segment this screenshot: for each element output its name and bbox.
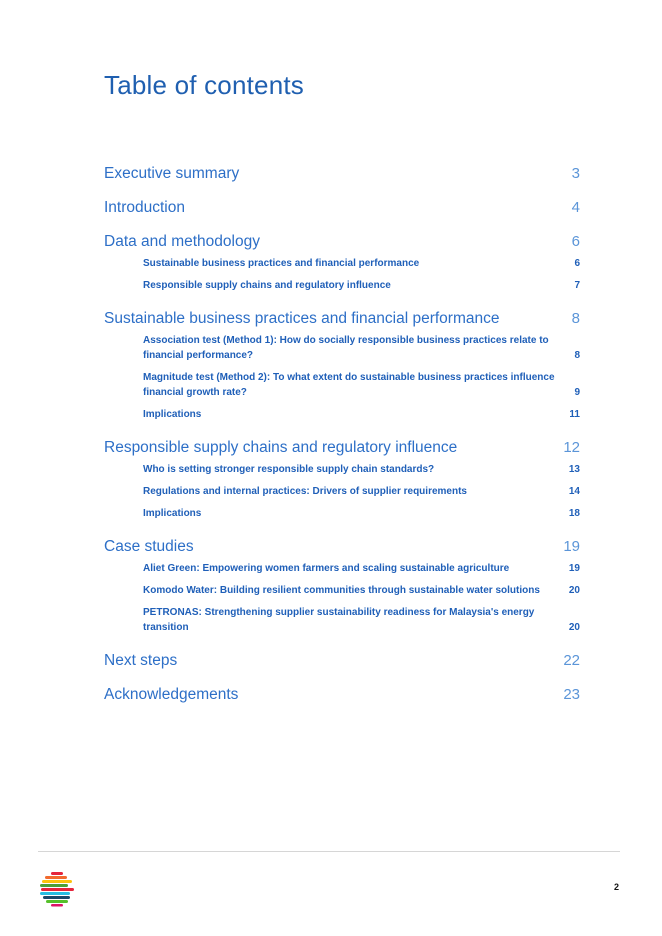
toc-subentry-label: Sustainable business practices and financial performance — [143, 258, 420, 269]
table-of-contents — [104, 162, 580, 717]
toc-subentry-label: PETRONAS: Strengthening supplier sustainability readiness for Malaysia's energy transition — [143, 607, 535, 633]
toc-entry-page: 23 — [563, 686, 580, 703]
toc-subentry[interactable] — [104, 278, 580, 293]
toc-subentry-page: 20 — [568, 622, 580, 633]
toc-subentry-label: Magnitude test (Method 2): To what extent do sustainable business practices influence financial growth rate? — [143, 372, 555, 398]
toc-entry-label: Acknowledgements — [104, 686, 239, 703]
page-number: 2 — [614, 882, 620, 892]
toc-subentry-page: 8 — [574, 350, 580, 361]
toc-entry-label: Next steps — [104, 652, 178, 669]
toc-subentry-label: Implications — [143, 409, 202, 420]
toc-entry-page: 8 — [571, 310, 580, 327]
toc-subentry[interactable] — [104, 561, 580, 576]
toc-subentry[interactable] — [104, 370, 580, 400]
toc-subentry[interactable] — [104, 484, 580, 499]
toc-entry-supply-chains[interactable] — [104, 436, 580, 460]
toc-subentry-page: 11 — [569, 409, 580, 420]
toc-entry-page: 6 — [571, 233, 580, 250]
toc-entry-label: Data and methodology — [104, 233, 260, 250]
toc-entry-case-studies[interactable] — [104, 535, 580, 559]
toc-subentry-label: Association test (Method 1): How do socially responsible business practices relate to financial performance? — [143, 335, 549, 361]
toc-entry-data-and-methodology[interactable] — [104, 230, 580, 254]
toc-subentry-page: 6 — [574, 258, 580, 269]
toc-entry-page: 22 — [563, 652, 580, 669]
toc-entry-label: Sustainable business practices and financial performance — [104, 310, 500, 327]
toc-subentry[interactable] — [104, 333, 580, 363]
footer-divider — [38, 851, 620, 852]
toc-entry-page: 12 — [563, 439, 580, 456]
toc-subentry-label: Responsible supply chains and regulatory influence — [143, 280, 391, 291]
toc-entry-label: Introduction — [104, 199, 185, 216]
toc-subentry-page: 9 — [574, 387, 580, 398]
toc-subentry-label: Regulations and internal practices: Drivers of supplier requirements — [143, 486, 467, 497]
toc-subentry-page: 19 — [568, 563, 580, 574]
toc-subentry[interactable] — [104, 605, 580, 635]
toc-subentry[interactable] — [104, 462, 580, 477]
toc-entry-next-steps[interactable] — [104, 649, 580, 673]
toc-subentry-label: Who is setting stronger responsible supply chain standards? — [143, 464, 435, 475]
toc-entry-acknowledgements[interactable] — [104, 683, 580, 707]
toc-subentry-label: Implications — [143, 508, 202, 519]
page-title: Table of contents — [104, 70, 304, 100]
toc-subentry[interactable] — [104, 407, 580, 422]
toc-entry-page: 19 — [563, 538, 580, 555]
toc-entry-page: 3 — [571, 165, 580, 182]
toc-entry-executive-summary[interactable] — [104, 162, 580, 186]
toc-subentry-page: 13 — [568, 464, 580, 475]
toc-subentry-label: Aliet Green: Empowering women farmers and scaling sustainable agriculture — [143, 563, 510, 574]
toc-subentry[interactable] — [104, 583, 580, 598]
toc-subentry-page: 7 — [574, 280, 580, 291]
toc-subentry[interactable] — [104, 506, 580, 521]
toc-entry-label: Case studies — [104, 538, 194, 555]
toc-entry-page: 4 — [571, 199, 580, 216]
toc-subentry-label: Komodo Water: Building resilient communities through sustainable water solutions — [143, 585, 540, 596]
toc-entry-label: Executive summary — [104, 165, 240, 182]
toc-entry-sustainable-practices[interactable] — [104, 307, 580, 331]
toc-subentry-page: 20 — [568, 585, 580, 596]
toc-subentry-page: 14 — [568, 486, 580, 497]
logo-icon — [38, 870, 76, 908]
toc-entry-introduction[interactable] — [104, 196, 580, 220]
toc-subentry-page: 18 — [568, 508, 580, 519]
toc-subentry[interactable] — [104, 256, 580, 271]
toc-entry-label: Responsible supply chains and regulatory influence — [104, 439, 458, 456]
